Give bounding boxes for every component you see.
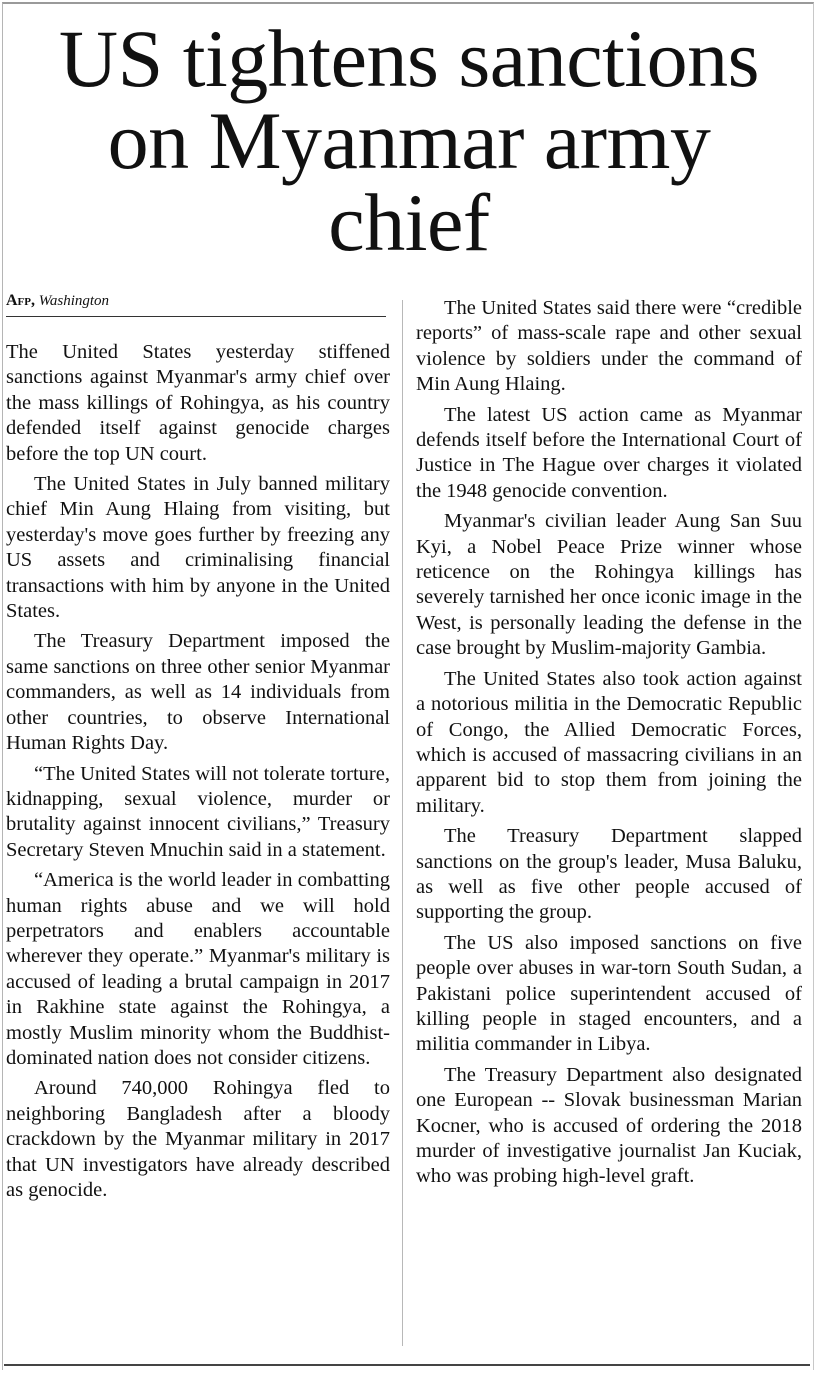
paragraph: The US also imposed sanctions on five people over abuses in war-torn South Sudan, a Pakistani police superintendent accused of killing people in staged encounters, and a militia commander in Libya.	[416, 931, 802, 1056]
byline-location: Washington	[38, 293, 110, 309]
left-column	[6, 340, 390, 1208]
column-divider	[402, 300, 403, 1346]
headline-line-2: on Myanmar army	[107, 95, 711, 186]
headline-line-1: US tightens sanctions	[58, 13, 760, 104]
headline	[0, 13, 818, 268]
right-column	[416, 296, 802, 1195]
paragraph: The United States in July banned military chief Min Aung Hlaing from visiting, but yesterday's move goes further by freezing any US assets and criminalising financial transactions with him by anyone in the United States.	[6, 473, 390, 623]
paragraph: The Treasury Department also designated one European -- Slovak businessman Marian Kocner, who is accused of ordering the 2018 murder of investigative journalist Jan Kuciak, who was probing high-level graft.	[416, 1063, 802, 1188]
paragraph: The latest US action came as Myanmar defends itself before the International Court of Justice in The Hague over charges it violated the 1948 genocide convention.	[416, 403, 802, 502]
paragraph: “America is the world leader in combatting human rights abuse and we will hold perpetrators and enablers accountable wherever they operate.” Myanmar's military is accused of leading a brutal campaign in 2017 in Rakhine state against the Rohingya, a mostly Muslim minority whom the Buddhist-dominated nation does not consider citizens.	[6, 869, 390, 1069]
byline	[6, 292, 386, 317]
byline-agency: Afp,	[6, 292, 35, 309]
paragraph: Myanmar's civilian leader Aung San Suu Kyi, a Nobel Peace Prize winner whose reticence on the Rohingya killings has severely tarnished her once iconic image in the West, is personally leading the defense in the case brought by Muslim-majority Gambia.	[416, 510, 802, 660]
paragraph: The United States also took action against a notorious militia in the Democratic Republic of Congo, the Allied Democratic Forces, which is accused of massacring civilians in an apparent bid to stop them from joining the military.	[416, 667, 802, 817]
paragraph: The Treasury Department slapped sanctions on the group's leader, Musa Baluku, as well as five other people accused of supporting the group.	[416, 825, 802, 924]
paragraph: The Treasury Department imposed the same sanctions on three other senior Myanmar commanders, as well as 14 individuals from other countries, to observe International Human Rights Day.	[6, 630, 390, 755]
paragraph: The United States yesterday stiffened sanctions against Myanmar's army chief over the mass killings of Rohingya, as his country defended itself against genocide charges before the top UN court.	[6, 341, 390, 465]
headline-line-3: chief	[328, 177, 490, 268]
paragraph: The United States said there were “credible reports” of mass-scale rape and other sexual violence by soldiers under the command of Min Aung Hlaing.	[416, 297, 802, 396]
paragraph: “The United States will not tolerate torture, kidnapping, sexual violence, murder or brutality against innocent civilians,” Treasury Secretary Steven Mnuchin said in a statement.	[6, 762, 390, 861]
paragraph: Around 740,000 Rohingya fled to neighboring Bangladesh after a bloody crackdown by the Myanmar military in 2017 that UN investigators have already described as genocide.	[6, 1077, 390, 1201]
bottom-rule	[4, 1364, 810, 1366]
